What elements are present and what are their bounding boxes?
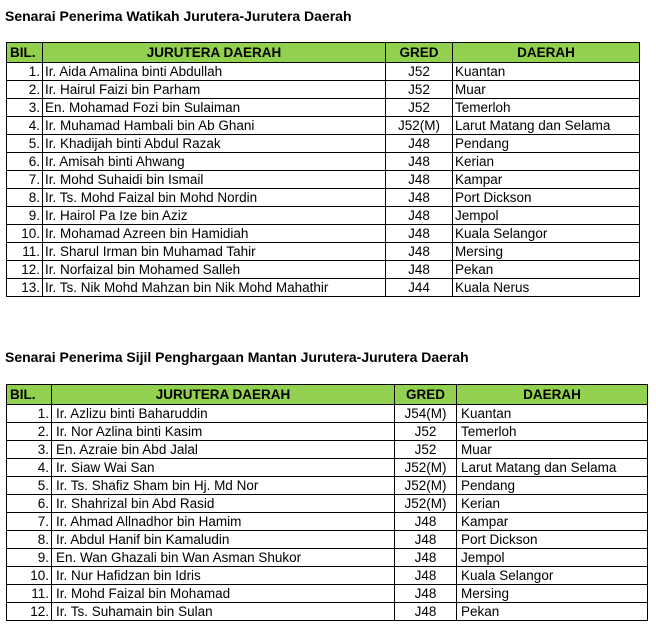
- cell-gred: J48: [386, 189, 453, 207]
- cell-jurutera-name: Ir. Amisah binti Ahwang: [43, 153, 386, 171]
- table-row: [7, 261, 640, 279]
- cell-gred: J52(M): [395, 459, 457, 477]
- cell-gred: J48: [386, 171, 453, 189]
- cell-bil: 12.: [7, 261, 43, 279]
- cell-jurutera-name: Ir. Ahmad Allnadhor bin Hamim: [52, 513, 395, 531]
- cell-jurutera-name: Ir. Mohd Faizal bin Mohamad: [52, 585, 395, 603]
- header-jurutera-daerah: JURUTERA DAERAH: [43, 43, 386, 63]
- cell-jurutera-name: Ir. Ts. Nik Mohd Mahzan bin Nik Mohd Mahathir: [43, 279, 386, 297]
- cell-daerah: Port Dickson: [457, 531, 648, 549]
- header-gred: GRED: [386, 43, 453, 63]
- cell-bil: 6.: [7, 495, 52, 513]
- cell-gred: J52: [386, 63, 453, 81]
- cell-gred: J52(M): [386, 117, 453, 135]
- cell-jurutera-name: En. Azraie bin Abd Jalal: [52, 441, 395, 459]
- cell-bil: 9.: [7, 207, 43, 225]
- sijil-penghargaan-table-body: [7, 405, 648, 621]
- cell-daerah: Kuala Nerus: [453, 279, 640, 297]
- cell-bil: 11.: [7, 585, 52, 603]
- cell-bil: 2.: [7, 81, 43, 99]
- cell-gred: J48: [386, 225, 453, 243]
- cell-bil: 3.: [7, 99, 43, 117]
- cell-jurutera-name: Ir. Ts. Shafiz Sham bin Hj. Md Nor: [52, 477, 395, 495]
- cell-daerah: Pekan: [457, 603, 648, 621]
- cell-jurutera-name: Ir. Norfaizal bin Mohamed Salleh: [43, 261, 386, 279]
- cell-daerah: Kuantan: [457, 405, 648, 423]
- table-row: [7, 531, 648, 549]
- cell-gred: J48: [395, 549, 457, 567]
- table-row: [7, 585, 648, 603]
- cell-jurutera-name: Ir. Mohamad Azreen bin Hamidiah: [43, 225, 386, 243]
- table-row: [7, 243, 640, 261]
- cell-gred: J52: [395, 441, 457, 459]
- table-row: [7, 117, 640, 135]
- cell-gred: J54(M): [395, 405, 457, 423]
- watikah-table-body: [7, 63, 640, 297]
- table-row: [7, 153, 640, 171]
- cell-daerah: Kuala Selangor: [457, 567, 648, 585]
- cell-jurutera-name: Ir. Shahrizal bin Abd Rasid: [52, 495, 395, 513]
- cell-jurutera-name: Ir. Aida Amalina binti Abdullah: [43, 63, 386, 81]
- cell-jurutera-name: Ir. Hairol Pa Ize bin Aziz: [43, 207, 386, 225]
- cell-jurutera-name: Ir. Abdul Hanif bin Kamaludin: [52, 531, 395, 549]
- cell-daerah: Temerloh: [453, 99, 640, 117]
- cell-bil: 12.: [7, 603, 52, 621]
- table-row: [7, 207, 640, 225]
- cell-daerah: Jempol: [453, 207, 640, 225]
- cell-bil: 8.: [7, 531, 52, 549]
- cell-gred: J48: [395, 567, 457, 585]
- cell-bil: 5.: [7, 135, 43, 153]
- table-row: [7, 477, 648, 495]
- cell-bil: 11.: [7, 243, 43, 261]
- cell-daerah: Pendang: [453, 135, 640, 153]
- cell-bil: 13.: [7, 279, 43, 297]
- header-bil: BIL.: [7, 43, 43, 63]
- cell-gred: J48: [386, 261, 453, 279]
- table-row: [7, 99, 640, 117]
- watikah-table: [6, 42, 640, 297]
- table-row: [7, 603, 648, 621]
- cell-bil: 4.: [7, 459, 52, 477]
- cell-jurutera-name: Ir. Siaw Wai San: [52, 459, 395, 477]
- header-daerah: DAERAH: [457, 385, 648, 405]
- cell-gred: J52: [386, 81, 453, 99]
- cell-bil: 1.: [7, 63, 43, 81]
- cell-bil: 2.: [7, 423, 52, 441]
- header-daerah: DAERAH: [453, 43, 640, 63]
- cell-bil: 1.: [7, 405, 52, 423]
- cell-gred: J52(M): [395, 495, 457, 513]
- cell-bil: 6.: [7, 153, 43, 171]
- cell-bil: 7.: [7, 171, 43, 189]
- table-row: [7, 495, 648, 513]
- cell-jurutera-name: Ir. Nur Hafidzan bin Idris: [52, 567, 395, 585]
- cell-daerah: Kampar: [457, 513, 648, 531]
- cell-gred: J48: [386, 207, 453, 225]
- cell-jurutera-name: Ir. Mohd Suhaidi bin Ismail: [43, 171, 386, 189]
- table-row: [7, 549, 648, 567]
- cell-daerah: Muar: [453, 81, 640, 99]
- cell-daerah: Temerloh: [457, 423, 648, 441]
- table-row: [7, 459, 648, 477]
- cell-jurutera-name: Ir. Sharul Irman bin Muhamad Tahir: [43, 243, 386, 261]
- section-title-sijil-penghargaan: Senarai Penerima Sijil Penghargaan Mantan Jurutera-Jurutera Daerah: [5, 349, 469, 365]
- cell-jurutera-name: Ir. Khadijah binti Abdul Razak: [43, 135, 386, 153]
- table-row: [7, 405, 648, 423]
- cell-gred: J52: [386, 99, 453, 117]
- cell-bil: 8.: [7, 189, 43, 207]
- table-header-row: [7, 385, 648, 405]
- cell-daerah: Pekan: [453, 261, 640, 279]
- table-row: [7, 189, 640, 207]
- cell-jurutera-name: En. Wan Ghazali bin Wan Asman Shukor: [52, 549, 395, 567]
- table-row: [7, 441, 648, 459]
- cell-jurutera-name: Ir. Ts. Suhamain bin Sulan: [52, 603, 395, 621]
- cell-daerah: Muar: [457, 441, 648, 459]
- table-row: [7, 567, 648, 585]
- table-row: [7, 513, 648, 531]
- cell-daerah: Pendang: [457, 477, 648, 495]
- table-row: [7, 171, 640, 189]
- cell-gred: J48: [386, 135, 453, 153]
- cell-jurutera-name: Ir. Nor Azlina binti Kasim: [52, 423, 395, 441]
- cell-gred: J48: [395, 603, 457, 621]
- cell-gred: J52: [395, 423, 457, 441]
- table-row: [7, 423, 648, 441]
- cell-jurutera-name: Ir. Muhamad Hambali bin Ab Ghani: [43, 117, 386, 135]
- cell-daerah: Kerian: [457, 495, 648, 513]
- cell-bil: 9.: [7, 549, 52, 567]
- cell-bil: 3.: [7, 441, 52, 459]
- cell-gred: J48: [386, 153, 453, 171]
- cell-bil: 10.: [7, 225, 43, 243]
- header-gred: GRED: [395, 385, 457, 405]
- cell-daerah: Kampar: [453, 171, 640, 189]
- table-row: [7, 135, 640, 153]
- cell-jurutera-name: Ir. Hairul Faizi bin Parham: [43, 81, 386, 99]
- cell-gred: J48: [386, 243, 453, 261]
- cell-daerah: Port Dickson: [453, 189, 640, 207]
- cell-gred: J44: [386, 279, 453, 297]
- table-row: [7, 81, 640, 99]
- cell-daerah: Larut Matang dan Selama: [457, 459, 648, 477]
- cell-daerah: Jempol: [457, 549, 648, 567]
- table-row: [7, 225, 640, 243]
- cell-bil: 7.: [7, 513, 52, 531]
- cell-daerah: Kuantan: [453, 63, 640, 81]
- table-row: [7, 279, 640, 297]
- cell-bil: 4.: [7, 117, 43, 135]
- cell-bil: 10.: [7, 567, 52, 585]
- table-header-row: [7, 43, 640, 63]
- cell-daerah: Larut Matang dan Selama: [453, 117, 640, 135]
- section-title-watikah: Senarai Penerima Watikah Jurutera-Jurutera Daerah: [5, 8, 352, 24]
- cell-bil: 5.: [7, 477, 52, 495]
- cell-jurutera-name: Ir. Ts. Mohd Faizal bin Mohd Nordin: [43, 189, 386, 207]
- cell-gred: J48: [395, 531, 457, 549]
- cell-gred: J52(M): [395, 477, 457, 495]
- header-jurutera-daerah: JURUTERA DAERAH: [52, 385, 395, 405]
- cell-daerah: Mersing: [453, 243, 640, 261]
- table-row: [7, 63, 640, 81]
- cell-daerah: Kerian: [453, 153, 640, 171]
- cell-gred: J48: [395, 585, 457, 603]
- sijil-penghargaan-table: [6, 384, 648, 621]
- cell-jurutera-name: Ir. Azlizu binti Baharuddin: [52, 405, 395, 423]
- cell-gred: J48: [395, 513, 457, 531]
- cell-daerah: Mersing: [457, 585, 648, 603]
- cell-jurutera-name: En. Mohamad Fozi bin Sulaiman: [43, 99, 386, 117]
- cell-daerah: Kuala Selangor: [453, 225, 640, 243]
- header-bil: BIL.: [7, 385, 52, 405]
